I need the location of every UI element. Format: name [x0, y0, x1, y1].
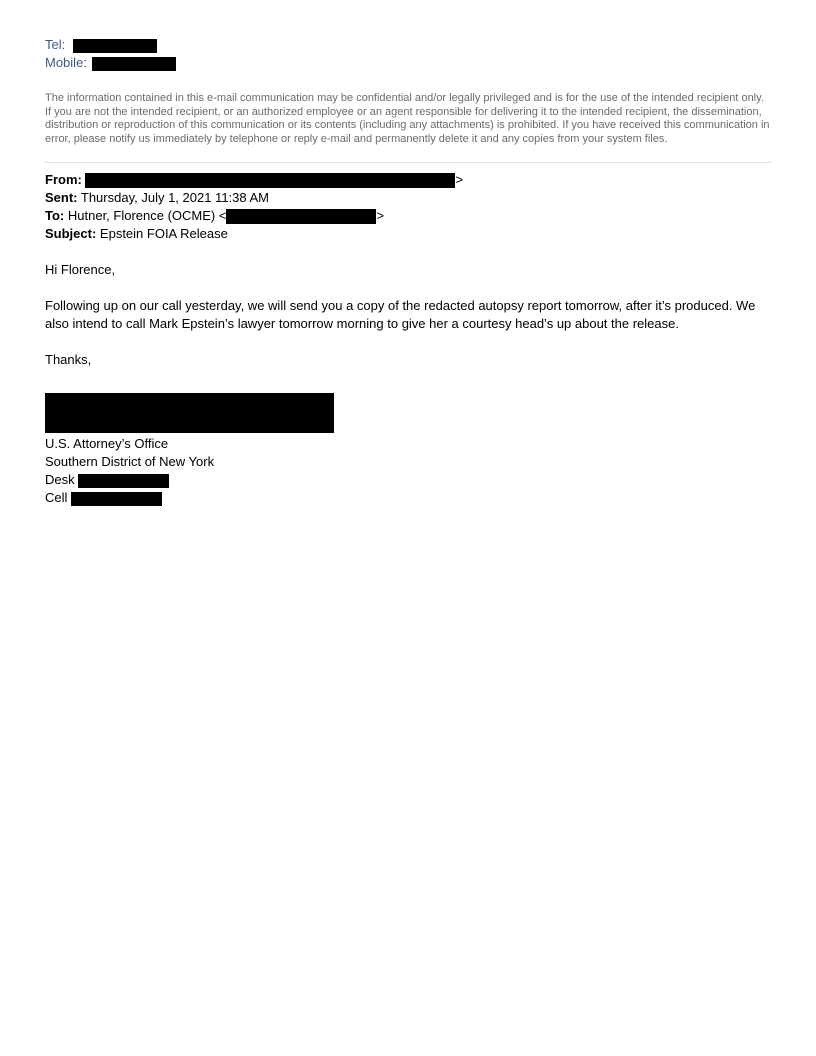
signature-office: U.S. Attorney’s Office [45, 436, 169, 452]
cell-label: Cell [45, 490, 68, 506]
from-redaction [85, 173, 455, 188]
mobile-line [45, 54, 771, 72]
body-paragraph: Following up on our call yesterday, we will send you a copy of the redacted autopsy report tomorrow, after it’s produced. We also intend to call Mark Epstein’s lawyer tomorrow morning to give her a courtesy head’s up about the release. [45, 298, 756, 332]
greeting: Hi Florence, [45, 262, 116, 278]
tel-line [45, 36, 771, 54]
signature-name-redaction [45, 393, 334, 433]
closing: Thanks, [45, 352, 92, 368]
sent-value: Thursday, July 1, 2021 11:38 AM [80, 190, 270, 206]
cell-redaction [71, 492, 162, 506]
cell-line [45, 489, 771, 507]
from-label: From: [45, 172, 82, 188]
desk-label: Desk [45, 472, 75, 488]
header-divider [45, 162, 771, 163]
from-line [45, 171, 771, 189]
mobile-label: Mobile: [45, 55, 87, 70]
tel-label: Tel: [45, 37, 66, 52]
to-value: Hutner, Florence (OCME) < [67, 208, 227, 224]
confidentiality-disclaimer: The information contained in this e-mail communication may be confidential and/or legally privileged and is for the use of the intended recipient only. If you are not the intended recipient, or an authorized employee or an agent responsible for delivering it to the intended recipient, the dissemination, distribution or reproduction of this communication or its contents (including any attachments) is prohibited. If you have received this communication in error, please notify us immediately by telephone or reply e-mail and permanently delete it and any copies from your system files. [45, 92, 770, 145]
to-label: To: [45, 208, 65, 224]
to-line [45, 207, 771, 225]
email-header [45, 171, 771, 243]
sent-label: Sent: [45, 190, 78, 206]
to-close: > [376, 208, 385, 224]
subject-line [45, 225, 771, 243]
desk-line [45, 471, 771, 489]
from-close: > [455, 172, 464, 188]
desk-redaction [78, 474, 169, 488]
subject-value: Epstein FOIA Release [99, 226, 228, 242]
subject-label: Subject: [45, 226, 97, 242]
email-page [45, 36, 771, 507]
tel-redaction [73, 39, 157, 53]
signature-district: Southern District of New York [45, 454, 215, 470]
sent-line [45, 189, 771, 207]
to-redaction [226, 209, 376, 224]
signature [45, 393, 771, 507]
mobile-redaction [92, 57, 176, 71]
